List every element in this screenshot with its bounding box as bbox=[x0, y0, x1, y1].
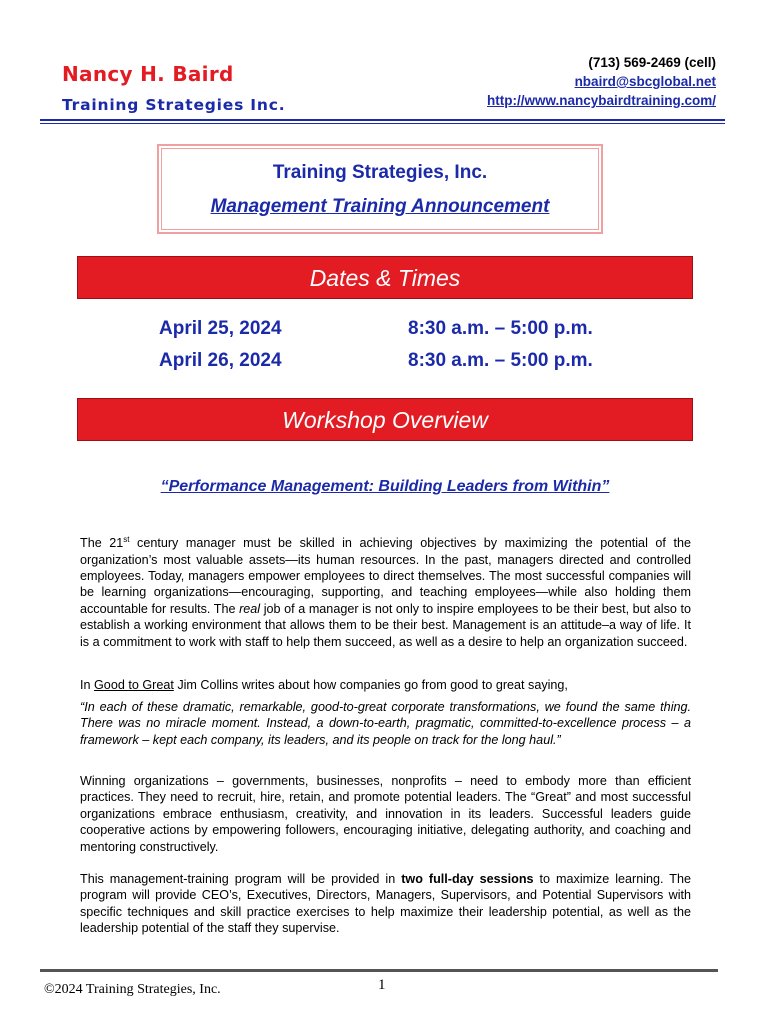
dates-times-banner: Dates & Times bbox=[77, 256, 693, 299]
author-name: Nancy H. Baird bbox=[62, 62, 234, 86]
paragraph-intro: The 21st century manager must be skilled in achieving objectives by maximizing the potential of the organization’s most valuable assets—its human resources. In the past, managers directed and controlled employees. Today, managers empower employees to direct themselves. The most successful companies will be learning organizations—encouraging, supporting, and teaching employees—while also holding them accountable for results. The real job of a manager is not only to inspire employees to be their best, but also to establish a working environment that allows them to be their best. Management is an attitude–a way of life. It is a commitment to work with staff to help them succeed, as well as a desire to help an organization succeed. bbox=[80, 535, 691, 649]
paragraph-program: This management-training program will be provided in two full-day sessions to maximize learning. The program will provide CEO’s, Executives, Directors, Managers, Supervisors, and Potential Supervisors with specific techniques and skill practice exercises to help maximize their leadership potential, as well as the leadership potential of the staff they supervise. bbox=[80, 872, 691, 936]
title-company: Training Strategies, Inc. bbox=[272, 162, 488, 183]
header-rule-thin bbox=[40, 123, 725, 124]
company-name: Training Strategies Inc. bbox=[62, 96, 286, 114]
paragraph-collins: In Good to Great Jim Collins writes about how companies go from good to great saying, bbox=[80, 678, 568, 692]
time-1: 8:30 a.m. – 5:00 p.m. bbox=[408, 318, 593, 339]
contact-block bbox=[487, 53, 716, 110]
header-rule bbox=[40, 119, 725, 121]
copyright: ©2024 Training Strategies, Inc. bbox=[44, 982, 221, 997]
footer-rule bbox=[40, 969, 718, 972]
workshop-subtitle: “Performance Management: Building Leaders from Within” bbox=[160, 478, 610, 495]
website-link[interactable]: http://www.nancybairdtraining.com/ bbox=[486, 93, 716, 108]
book-title: Good to Great bbox=[94, 678, 174, 692]
workshop-overview-banner: Workshop Overview bbox=[77, 398, 693, 441]
date-1: April 25, 2024 bbox=[159, 318, 282, 339]
phone-number: (713) 569-2469 (cell) bbox=[588, 55, 716, 70]
date-2: April 26, 2024 bbox=[159, 350, 282, 371]
title-box bbox=[157, 144, 603, 234]
title-announcement: Management Training Announcement bbox=[210, 196, 550, 217]
paragraph-winning: Winning organizations – governments, businesses, nonprofits – need to embody more than efficient practices. They need to recruit, hire, retain, and promote potential leaders. The “Great” and most successful organizations embrace enthusiasm, creativity, and innovation in its leaders. Successful leaders guide cooperative actions by empowering followers, encouraging initiative, delegating authority, and coaching and mentoring constructively. bbox=[80, 774, 691, 854]
time-2: 8:30 a.m. – 5:00 p.m. bbox=[408, 350, 593, 371]
page-number: 1 bbox=[378, 977, 386, 993]
quote-collins: “In each of these dramatic, remarkable, good-to-great corporate transformations, we found the same thing. There was no miracle moment. Instead, a down-to-earth, pragmatic, committed-to-excellence process – a framework – kept each company, its leaders, and its people on track for the long haul.” bbox=[80, 700, 691, 747]
email-link[interactable]: nbaird@sbcglobal.net bbox=[574, 74, 716, 89]
